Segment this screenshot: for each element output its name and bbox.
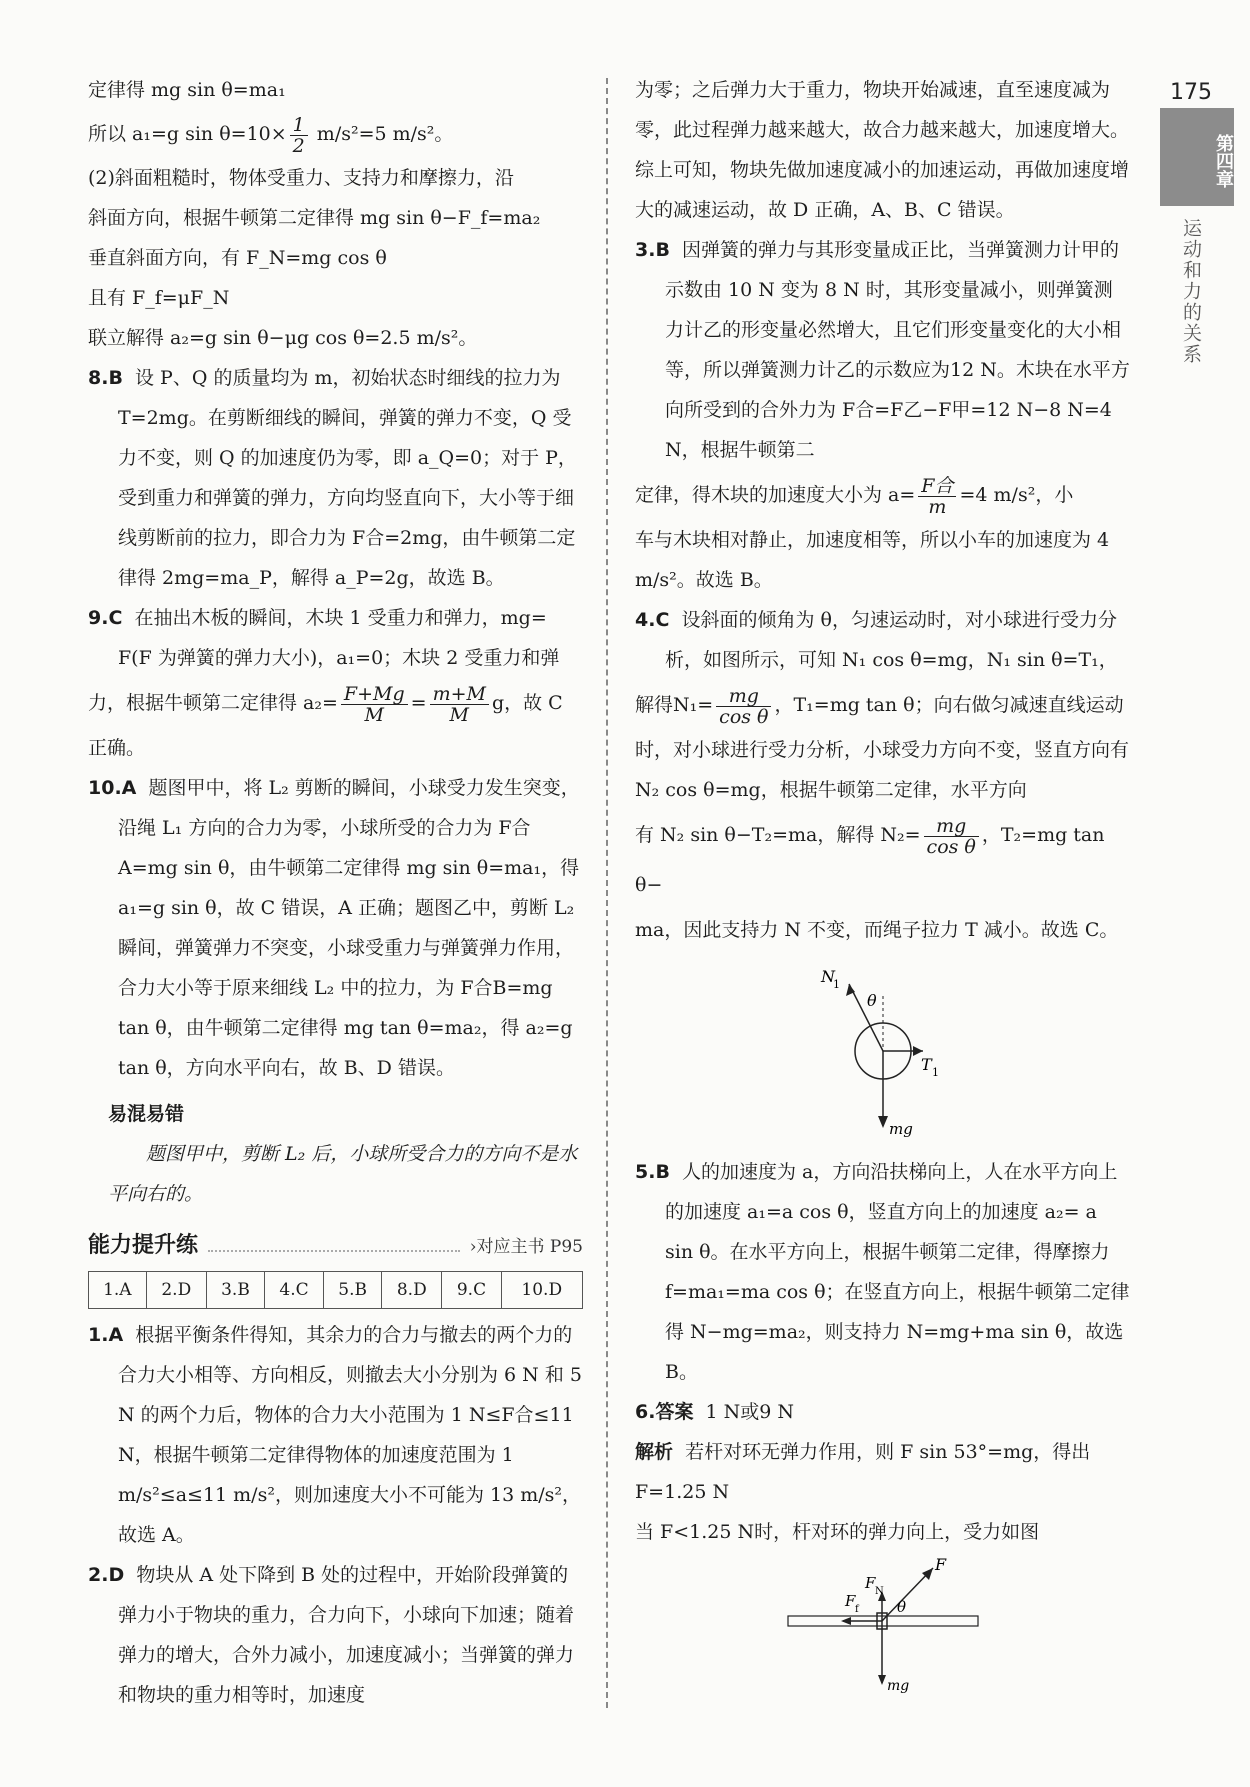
answer-cell: 4.C xyxy=(265,1272,324,1309)
answer-cell: 3.B xyxy=(206,1272,264,1309)
answer-cell: 8.D xyxy=(382,1272,442,1309)
fraction: $\frac{1}{2}$ xyxy=(290,115,308,156)
chapter-name: 运动和力的关系 xyxy=(1180,218,1202,365)
text-line: 有 N₂ sin θ−T₂=ma，解得 N₂= $\frac{mg}{\text{cos θ}}$ ，T₂=mg tan θ− xyxy=(635,814,1105,896)
practice-answer-1: 1.A 根据平衡条件得知，其余力的合力与撤去的两个力的合力大小相等、方向相反，则撤去大小分别为 6 N 和 5 N 的两个力后，物体的合力大小范围为 1 N≤F合≤11 N，根据牛顿第二定律得物体的加速度范围为 1 m/s²≤a≤11 m/s²，则加速度大小不可能为 13 m/s²，故选 A。 xyxy=(88,1324,582,1546)
section-header xyxy=(88,1226,583,1267)
answer-cell: 9.C xyxy=(442,1272,501,1309)
label-mg: mg xyxy=(886,1678,909,1694)
page-number: 175 xyxy=(1170,80,1212,105)
fraction: $\frac{m+M}{M}$ xyxy=(430,684,489,725)
fraction: $\frac{F+Mg}{M}$ xyxy=(341,684,408,725)
text-line: ma，因此支持力 N 不变，而绳子拉力 T 减小。故选 C。 xyxy=(635,919,1119,941)
answer-8: 8.B 设 P、Q 的质量均为 m，初始状态时细线的拉力为 T=2mg。在剪断细线的瞬间，弹簧的弹力不变，Q 受力不变，则 Q 的加速度仍为零，即 a_Q=0；对于 P，受到重力和弹簧的弹力，方向均竖直向下，大小等于细线剪断前的拉力，即合力为 F合=2mg，由牛顿第二定律得 2mg=ma_P，解得 a_P=2g，故选 B。 xyxy=(88,367,577,589)
text-line: 定律得 mg sin θ=ma₁ xyxy=(88,79,286,101)
fraction: $\frac{mg}{\text{cos θ}}$ xyxy=(716,686,771,727)
text-line: 当 F<1.25 N时，杆对环的弹力向上，受力如图 xyxy=(635,1521,1040,1543)
answer-cell: 2.D xyxy=(146,1272,206,1309)
text-line: 解得N₁= $\frac{mg}{\text{cos θ}}$ ，T₁=mg tan θ；向右做匀减速直线运动 xyxy=(635,684,1124,728)
left-column xyxy=(88,70,583,1715)
mg-arrowhead xyxy=(878,1675,886,1685)
n1-arrow xyxy=(849,984,883,1051)
force-diagram-ball xyxy=(783,956,983,1146)
text-line: 所以 a₁=g sin θ=10× $\frac{1}{2}$ m/s²=5 m/s²。 xyxy=(88,113,454,157)
label-theta: θ xyxy=(896,1598,906,1616)
label-f: F xyxy=(934,1558,946,1574)
text-line: 为零；之后弹力大于重力，物块开始减速，直至速度减为零，此过程弹力越来越大，故合力越来越大，加速度增大。综上可知，物块先做加速度减小的加速运动，再做加速度增大的减速运动，故 D 正确，A、B、C 错误。 xyxy=(635,79,1130,221)
tip-title: 易混易错 xyxy=(108,1103,185,1125)
answer-9: 9.C 在抽出木板的瞬间，木块 1 受重力和弹力，mg= F(F 为弹簧的弹力大小)，a₁=0；木块 2 受重力和弹 xyxy=(88,607,560,669)
fraction: $\frac{mg}{\text{cos θ}}$ xyxy=(924,816,979,857)
label-theta: θ xyxy=(866,991,877,1010)
answer-cell: 5.B xyxy=(324,1272,382,1309)
label-fn: F xyxy=(864,1574,875,1592)
label-t1: T xyxy=(920,1055,932,1074)
label-t1-sub: 1 xyxy=(931,1066,939,1079)
answer-table xyxy=(88,1271,583,1309)
answer-cell: 10.D xyxy=(501,1272,582,1309)
practice-answer-3: 3.B 因弹簧的弹力与其形变量成正比，当弹簧测力计甲的示数由 10 N 变为 8 N 时，其形变量减小，则弹簧测力计乙的形变量必然增大，且它们形变量变化的大小相等，所以弹簧测力计乙的示数应为12 N。木块在水平方向所受到的合外力为 F合=F乙−F甲=12 N−8 N=4 N，根据牛顿第二 xyxy=(635,239,1130,461)
text-line: 斜面方向，根据牛顿第二定律得 mg sin θ−F_f=ma₂ xyxy=(88,207,541,229)
right-column xyxy=(635,70,1130,1704)
tip-text: 题图甲中，剪断 L₂ 后，小球所受合力的方向不是水平向右的。 xyxy=(108,1143,578,1205)
practice-answer-6: 6.答案 1 N或9 N xyxy=(635,1401,795,1423)
text-line: 正确。 xyxy=(88,737,146,759)
text-line: 且有 F_f=μF_N xyxy=(88,287,230,309)
label-n1-sub: 1 xyxy=(832,978,840,991)
mg-arrowhead xyxy=(878,1116,888,1128)
text-line: 定律，得木块的加速度大小为 a= $\frac{\text{F合}}{m}$ =4 m/s²，小 xyxy=(635,474,1074,518)
section-title: 能力提升练 xyxy=(88,1233,199,1258)
ff-arrowhead xyxy=(841,1617,851,1625)
section-dots xyxy=(208,1249,460,1252)
practice-answer-4: 4.C 设斜面的倾角为 θ，匀速运动时，对小球进行受力分析，如图所示，可知 N₁ cos θ=mg，N₁ sin θ=T₁， xyxy=(635,609,1118,671)
chapter-tab: 第四章 xyxy=(1160,108,1234,206)
text-line: 时，对小球进行受力分析，小球受力方向不变，竖直方向有 N₂ cos θ=mg，根据牛顿第二定律，水平方向 xyxy=(635,739,1130,801)
label-ff-sub: f xyxy=(854,1604,859,1615)
fraction: $\frac{\text{F合}}{m}$ xyxy=(918,476,956,517)
text-line: 联立解得 a₂=g sin θ−μg cos θ=2.5 m/s²。 xyxy=(88,327,478,349)
label-fn-sub: N xyxy=(874,1586,884,1597)
text-line: 垂直斜面方向，有 F_N=mg cos θ xyxy=(88,247,387,269)
text-line: 力，根据牛顿第二定律得 a₂= $\frac{F+Mg}{M}$ = $\frac{m+M}{M}$ g，故 C xyxy=(88,682,563,726)
answer-cell: 1.A xyxy=(89,1272,147,1309)
text-line: F=1.25 N xyxy=(635,1481,730,1503)
text-line: (2)斜面粗糙时，物体受重力、支持力和摩擦力，沿 xyxy=(88,167,514,189)
label-ff: F xyxy=(844,1592,855,1610)
text-line: 车与木块相对静止，加速度相等，所以小车的加速度为 4 m/s²。故选 B。 xyxy=(635,529,1110,591)
answer-row xyxy=(89,1272,583,1309)
column-divider xyxy=(606,78,608,1708)
text-line: 解析 若杆对环无弹力作用，则 F sin 53°=mg，得出 xyxy=(635,1441,1091,1463)
section-reference: ›对应主书 P95 xyxy=(469,1237,583,1257)
practice-answer-5: 5.B 人的加速度为 a，方向沿扶梯向上，人在水平方向上的加速度 a₁=a cos θ，竖直方向上的加速度 a₂= a sin θ。在水平方向上，根据牛顿第二定律，得摩擦力 f=ma₁=ma cos θ；在竖直方向上，根据牛顿第二定律得 N−mg=ma₂，则支持力 N=mg+ma sin θ，故选 B。 xyxy=(635,1161,1130,1383)
answer-10: 10.A 题图甲中，将 L₂ 剪断的瞬间，小球受力发生突变，沿绳 L₁ 方向的合力为零，小球所受的合力为 F合A=mg sin θ，由牛顿第二定律得 mg sin θ=ma₁，得 a₁=g sin θ，故 C 错误，A 正确；题图乙中，剪断 L₂ 瞬间，弹簧弹力不突变，小球受重力与弹簧弹力作用，合力大小等于原来细线 L₂ 中的拉力，为 F合B=mg tan θ，由牛顿第二定律得 mg tan θ=ma₂，得 a₂=g tan θ，方向水平向右，故 B、D 错误。 xyxy=(88,777,580,1079)
label-n1: N xyxy=(820,967,835,986)
practice-answer-2: 2.D 物块从 A 处下降到 B 处的过程中，开始阶段弹簧的弹力小于物块的重力，合力向下，小球向下加速；随着弹力的增大，合外力减小，加速度减小；当弹簧的弹力和物块的重力相等时，加速度 xyxy=(88,1564,575,1706)
label-mg: mg xyxy=(888,1120,913,1138)
force-diagram-ring xyxy=(783,1558,983,1698)
